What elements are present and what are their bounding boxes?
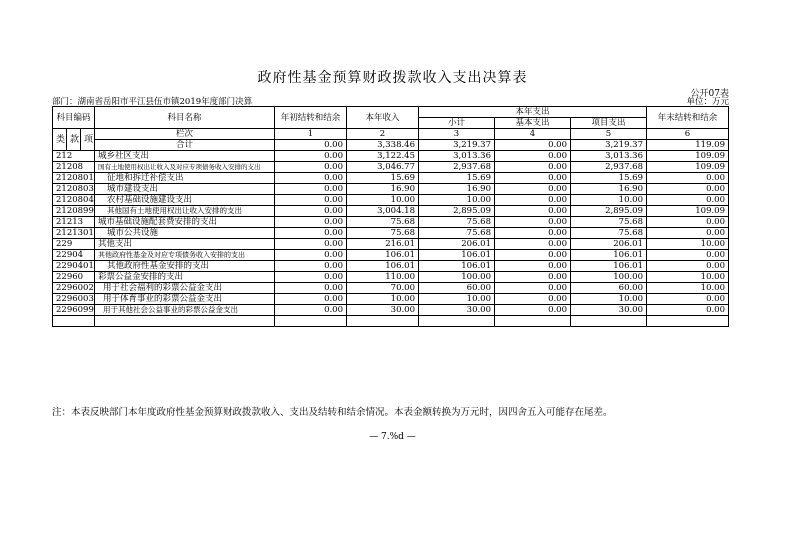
row-income: 3,122.45 — [347, 151, 419, 162]
table-row — [53, 206, 729, 217]
row-subtotal: 10.00 — [419, 294, 495, 305]
header-basic: 基本支出 — [495, 118, 571, 129]
row-name: 城市基础设施配套费安排的支出 — [95, 217, 275, 228]
table-row — [53, 250, 729, 261]
col-number-5: 5 — [571, 129, 647, 140]
table-row — [53, 195, 729, 206]
row-end: 0.00 — [647, 195, 729, 206]
row-name: 其他政府性基金及对应专项债务收入安排的支出 — [95, 250, 275, 261]
total-end: 119.09 — [647, 140, 729, 151]
row-subtotal: 2,937.68 — [419, 162, 495, 173]
row-end: 0.00 — [647, 305, 729, 316]
row-code: 2296099 — [53, 305, 95, 316]
row-income: 15.69 — [347, 173, 419, 184]
row-begin: 0.00 — [275, 206, 347, 217]
row-code: 2296003 — [53, 294, 95, 305]
row-income: 10.00 — [347, 195, 419, 206]
row-income: 3,004.18 — [347, 206, 419, 217]
row-name: 彩票公益金安排的支出 — [95, 272, 275, 283]
row-income: 106.01 — [347, 261, 419, 272]
form-number: 公开07表 — [690, 89, 729, 99]
empty-row — [53, 316, 729, 327]
table-row — [53, 283, 729, 294]
row-end: 10.00 — [647, 272, 729, 283]
row-project: 15.69 — [571, 173, 647, 184]
row-subtotal: 206.01 — [419, 239, 495, 250]
row-name: 农村基础设施建设支出 — [95, 195, 275, 206]
header-income: 本年收入 — [347, 107, 419, 129]
row-begin: 0.00 — [275, 195, 347, 206]
col-number-3: 3 — [419, 129, 495, 140]
row-begin: 0.00 — [275, 151, 347, 162]
row-code: 229 — [53, 239, 95, 250]
row-income: 75.68 — [347, 228, 419, 239]
row-subtotal: 15.69 — [419, 173, 495, 184]
row-subtotal: 75.68 — [419, 228, 495, 239]
row-name: 城市建设支出 — [95, 184, 275, 195]
row-begin: 0.00 — [275, 173, 347, 184]
row-basic: 0.00 — [495, 217, 571, 228]
row-code: 22904 — [53, 250, 95, 261]
row-basic: 0.00 — [495, 151, 571, 162]
row-income: 30.00 — [347, 305, 419, 316]
header-xiang: 项 — [81, 129, 95, 151]
row-project: 106.01 — [571, 250, 647, 261]
total-basic: 0.00 — [495, 140, 571, 151]
table-row — [53, 228, 729, 239]
row-project: 75.68 — [571, 217, 647, 228]
table-note: 注：本表反映部门本年度政府性基金预算财政拨款收入、支出及结转和结余情况。本表金额转换为万元时，因四舍五入可能存在尾差。 — [52, 407, 613, 418]
row-begin: 0.00 — [275, 305, 347, 316]
row-income: 70.00 — [347, 283, 419, 294]
row-basic: 0.00 — [495, 261, 571, 272]
row-name: 用于其他社会公益事业的彩票公益金支出 — [95, 305, 275, 316]
row-subtotal: 60.00 — [419, 283, 495, 294]
row-name: 国有土地使用权出让收入及对应专项债务收入安排的支出 — [95, 162, 275, 173]
table-row — [53, 151, 729, 162]
row-begin: 0.00 — [275, 294, 347, 305]
row-end: 0.00 — [647, 261, 729, 272]
total-income: 3,338.46 — [347, 140, 419, 151]
row-end: 0.00 — [647, 250, 729, 261]
table-row — [53, 272, 729, 283]
row-end: 0.00 — [647, 173, 729, 184]
row-end: 109.09 — [647, 162, 729, 173]
row-end: 0.00 — [647, 294, 729, 305]
col-number-4: 4 — [495, 129, 571, 140]
row-basic: 0.00 — [495, 195, 571, 206]
row-basic: 0.00 — [495, 228, 571, 239]
row-name: 其他政府性基金安排的支出 — [95, 261, 275, 272]
row-project: 2,937.68 — [571, 162, 647, 173]
row-end: 10.00 — [647, 239, 729, 250]
row-begin: 0.00 — [275, 261, 347, 272]
row-subtotal: 106.01 — [419, 250, 495, 261]
header-lei: 类 — [53, 129, 67, 151]
row-income: 75.68 — [347, 217, 419, 228]
budget-table — [52, 106, 729, 327]
header-begin-balance: 年初结转和结余 — [275, 107, 347, 129]
row-code: 2121301 — [53, 228, 95, 239]
header-expense-group: 本年支出 — [419, 107, 647, 118]
row-begin: 0.00 — [275, 250, 347, 261]
row-end: 0.00 — [647, 217, 729, 228]
row-subtotal: 10.00 — [419, 195, 495, 206]
row-code: 2120801 — [53, 173, 95, 184]
row-project: 10.00 — [571, 195, 647, 206]
row-name: 用于社会福利的彩票公益金支出 — [95, 283, 275, 294]
row-basic: 0.00 — [495, 239, 571, 250]
row-basic: 0.00 — [495, 294, 571, 305]
row-project: 10.00 — [571, 294, 647, 305]
col-number-6: 6 — [647, 129, 729, 140]
row-name: 城乡社区支出 — [95, 151, 275, 162]
row-income: 110.00 — [347, 272, 419, 283]
col-number-1: 1 — [275, 129, 347, 140]
table-row — [53, 173, 729, 184]
row-code: 212 — [53, 151, 95, 162]
header-lanci: 栏次 — [95, 129, 275, 140]
row-subtotal: 30.00 — [419, 305, 495, 316]
row-code: 2120804 — [53, 195, 95, 206]
row-basic: 0.00 — [495, 162, 571, 173]
row-subtotal: 106.01 — [419, 261, 495, 272]
row-basic: 0.00 — [495, 283, 571, 294]
header-end-balance: 年末结转和结余 — [647, 107, 729, 129]
table-row — [53, 239, 729, 250]
row-basic: 0.00 — [495, 272, 571, 283]
row-code: 2296002 — [53, 283, 95, 294]
row-income: 16.90 — [347, 184, 419, 195]
row-end: 10.00 — [647, 283, 729, 294]
unit-label: 单位：万元 — [686, 97, 729, 107]
header-project: 项目支出 — [571, 118, 647, 129]
table-row — [53, 305, 729, 316]
row-begin: 0.00 — [275, 217, 347, 228]
row-income: 106.01 — [347, 250, 419, 261]
header-code: 科目编码 — [53, 107, 95, 129]
row-end: 109.09 — [647, 206, 729, 217]
table-row — [53, 184, 729, 195]
row-begin: 0.00 — [275, 272, 347, 283]
total-label: 合计 — [95, 140, 275, 151]
row-begin: 0.00 — [275, 239, 347, 250]
row-subtotal: 100.00 — [419, 272, 495, 283]
row-code: 2120899 — [53, 206, 95, 217]
header-name: 科目名称 — [95, 107, 275, 129]
total-row — [53, 140, 729, 151]
row-basic: 0.00 — [495, 305, 571, 316]
row-project: 106.01 — [571, 261, 647, 272]
row-code: 21213 — [53, 217, 95, 228]
row-code: 2120803 — [53, 184, 95, 195]
page-title: 政府性基金预算财政拨款收入支出决算表 — [257, 70, 528, 86]
row-income: 10.00 — [347, 294, 419, 305]
col-number-2: 2 — [347, 129, 419, 140]
row-subtotal: 3,013.36 — [419, 151, 495, 162]
header-kuan: 款 — [67, 129, 81, 151]
row-project: 2,895.09 — [571, 206, 647, 217]
row-income: 3,046.77 — [347, 162, 419, 173]
row-subtotal: 75.68 — [419, 217, 495, 228]
total-project: 3,219.37 — [571, 140, 647, 151]
row-name: 用于体育事业的彩票公益金支出 — [95, 294, 275, 305]
row-project: 16.90 — [571, 184, 647, 195]
row-subtotal: 16.90 — [419, 184, 495, 195]
row-basic: 0.00 — [495, 173, 571, 184]
header-subtotal: 小计 — [419, 118, 495, 129]
row-subtotal: 2,895.09 — [419, 206, 495, 217]
row-code: 2290401 — [53, 261, 95, 272]
row-basic: 0.00 — [495, 206, 571, 217]
row-income: 216.01 — [347, 239, 419, 250]
row-project: 3,013.36 — [571, 151, 647, 162]
row-begin: 0.00 — [275, 228, 347, 239]
row-name: 其他国有土地使用权出让收入安排的支出 — [95, 206, 275, 217]
table-row — [53, 162, 729, 173]
row-basic: 0.00 — [495, 184, 571, 195]
table-row — [53, 217, 729, 228]
row-begin: 0.00 — [275, 283, 347, 294]
table-row — [53, 261, 729, 272]
page-number: — 7.%d — — [369, 432, 416, 442]
table-row — [53, 294, 729, 305]
row-project: 75.68 — [571, 228, 647, 239]
row-end: 0.00 — [647, 184, 729, 195]
row-name: 其他支出 — [95, 239, 275, 250]
row-name: 征地和拆迁补偿支出 — [95, 173, 275, 184]
row-begin: 0.00 — [275, 162, 347, 173]
row-begin: 0.00 — [275, 184, 347, 195]
row-project: 206.01 — [571, 239, 647, 250]
total-subtotal: 3,219.37 — [419, 140, 495, 151]
row-project: 30.00 — [571, 305, 647, 316]
total-begin: 0.00 — [275, 140, 347, 151]
department-label: 部门：湖南省岳阳市平江县伍市镇2019年度部门决算 — [52, 97, 253, 107]
row-code: 21208 — [53, 162, 95, 173]
row-end: 0.00 — [647, 228, 729, 239]
row-name: 城市公共设施 — [95, 228, 275, 239]
row-code: 22960 — [53, 272, 95, 283]
row-project: 100.00 — [571, 272, 647, 283]
row-basic: 0.00 — [495, 250, 571, 261]
row-project: 60.00 — [571, 283, 647, 294]
row-end: 109.09 — [647, 151, 729, 162]
